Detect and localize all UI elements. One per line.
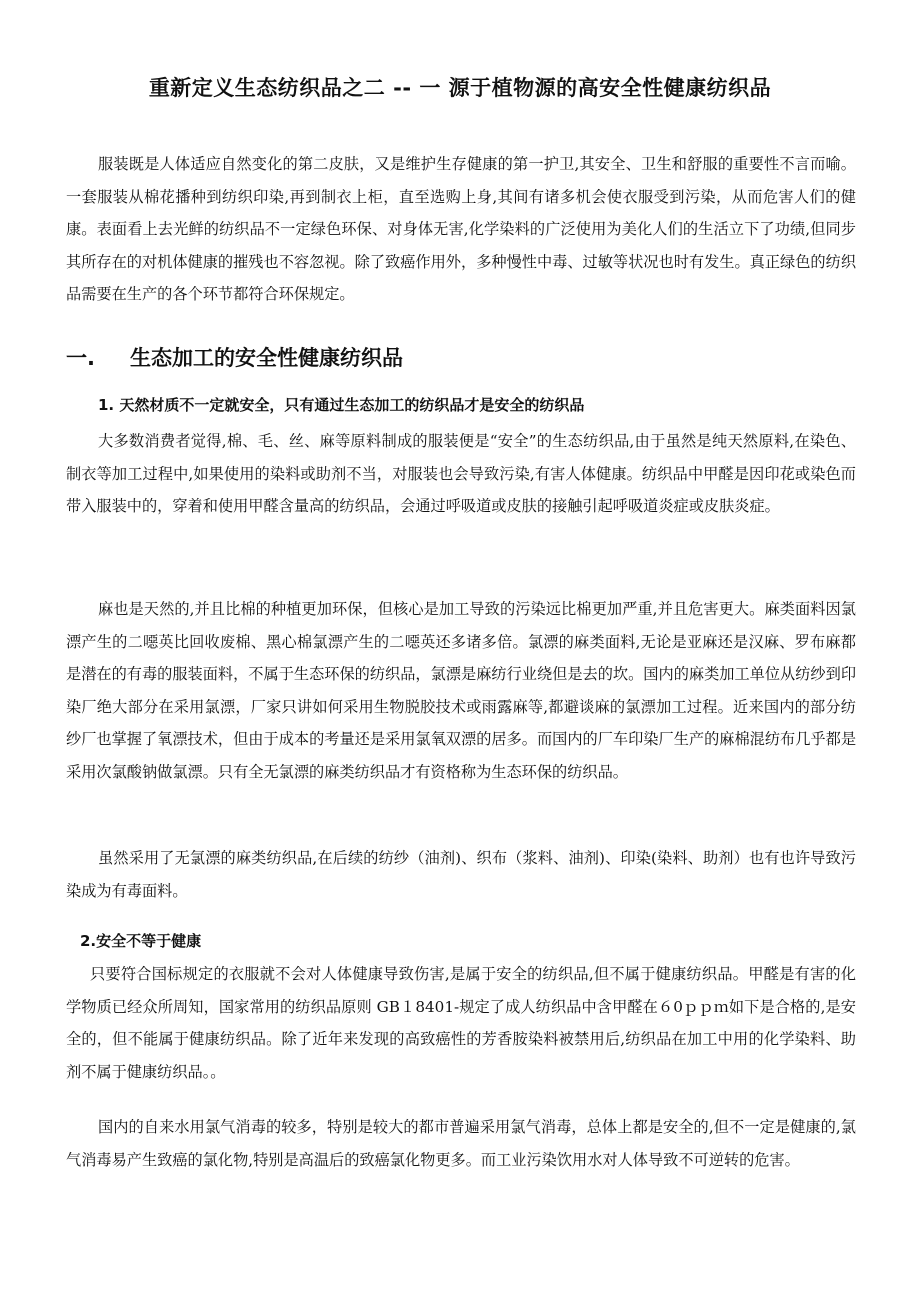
- subsection-2-paragraph-1: 只要符合国标规定的衣服就不会对人体健康导致伤害,是属于安全的纺织品,但不属于健康纺织品。甲醛是有害的化学物质已经众所周知，国家常用的纺织品原则 GB１8401-规定了成人纺织品中含甲醛在６0ｐｐｍ如下是合格的,是安全的，但不能属于健康纺织品。除了近年来发现的高致癌性的芳香胺染料被禁用后,纺织品在加工中用的化学染料、助剂不属于健康纺织品。。: [66, 965, 856, 1081]
- section-1-title: 生态加工的安全性健康纺织品: [130, 346, 403, 370]
- subsection-1-paragraph-2: 麻也是天然的,并且比棉的种植更加环保，但核心是加工导致的污染远比棉更加严重,并且危害更大。麻类面料因氯漂产生的二噁英比回收废棉、黑心棉氯漂产生的二噁英还多诸多倍。氯漂的麻类面料,无论是亚麻还是汉麻、罗布麻都是潜在的有毒的服装面料，不属于生态环保的纺织品，氯漂是麻纺行业绕但是去的坎。国内的麻类加工单位从纺纱到印染厂绝大部分在采用氯漂，厂家只讲如何采用生物脱胶技术或雨露麻等,都避谈麻的氯漂加工过程。近来国内的部分纺纱厂也掌握了氧漂技术，但由于成本的考量还是采用氯氧双漂的居多。而国内的厂车印染厂生产的麻棉混纺布几乎都是采用次氯酸钠做氯漂。只有全无氯漂的麻类纺织品才有资格称为生态环保的纺织品。: [66, 600, 856, 781]
- document-title: 重新定义生态纺织品之二 -- 一 源于植物源的高安全性健康纺织品: [148, 76, 772, 100]
- subsection-1-paragraph-3: 虽然采用了无氯漂的麻类纺织品,在后续的纺纱（油剂)、织布（浆料、油剂)、印染(染料、助剂）也有也许导致污染成为有毒面料。: [66, 849, 856, 900]
- subsection-1-heading: 1. 天然材质不一定就安全，只有通过生态加工的纺织品才是安全的纺织品: [98, 396, 585, 414]
- section-1-heading: [66, 342, 403, 372]
- intro-paragraph: 服装既是人体适应自然变化的第二皮肤，又是维护生存健康的第一护卫,其安全、卫生和舒服的重要性不言而喻。一套服装从棉花播种到纺织印染,再到制衣上柜，直至选购上身,其间有诸多机会使衣服受到污染，从而危害人们的健康。表面看上去光鲜的纺织品不一定绿色环保、对身体无害,化学染料的广泛使用为美化人们的生活立下了功绩,但同步其所存在的对机体健康的摧残也不容忽视。除了致癌作用外，多种慢性中毒、过敏等状况也时有发生。真正绿色的纺织品需要在生产的各个环节都符合环保规定。: [66, 155, 856, 304]
- subsection-2-paragraph-2: 国内的自来水用氯气消毒的较多，特别是较大的都市普遍采用氯气消毒，总体上都是安全的,但不一定是健康的,氯气消毒易产生致癌的氯化物,特别是高温后的致癌氯化物更多。而工业污染饮用水对人体导致不可逆转的危害。: [66, 1118, 856, 1169]
- subsection-2-heading: 2.安全不等于健康: [80, 932, 202, 950]
- subsection-1-paragraph-1: 大多数消费者觉得,棉、毛、丝、麻等原料制成的服装便是“安全”的生态纺织品,由于虽然是纯天然原料,在染色、制衣等加工过程中,如果使用的染料或助剂不当，对服装也会导致污染,有害人体健康。纺织品中甲醛是因印花或染色而带入服装中的，穿着和使用甲醛含量高的纺织品，会通过呼吸道或皮肤的接触引起呼吸道炎症或皮肤炎症。: [66, 432, 856, 516]
- section-1-number: 一.: [66, 346, 95, 370]
